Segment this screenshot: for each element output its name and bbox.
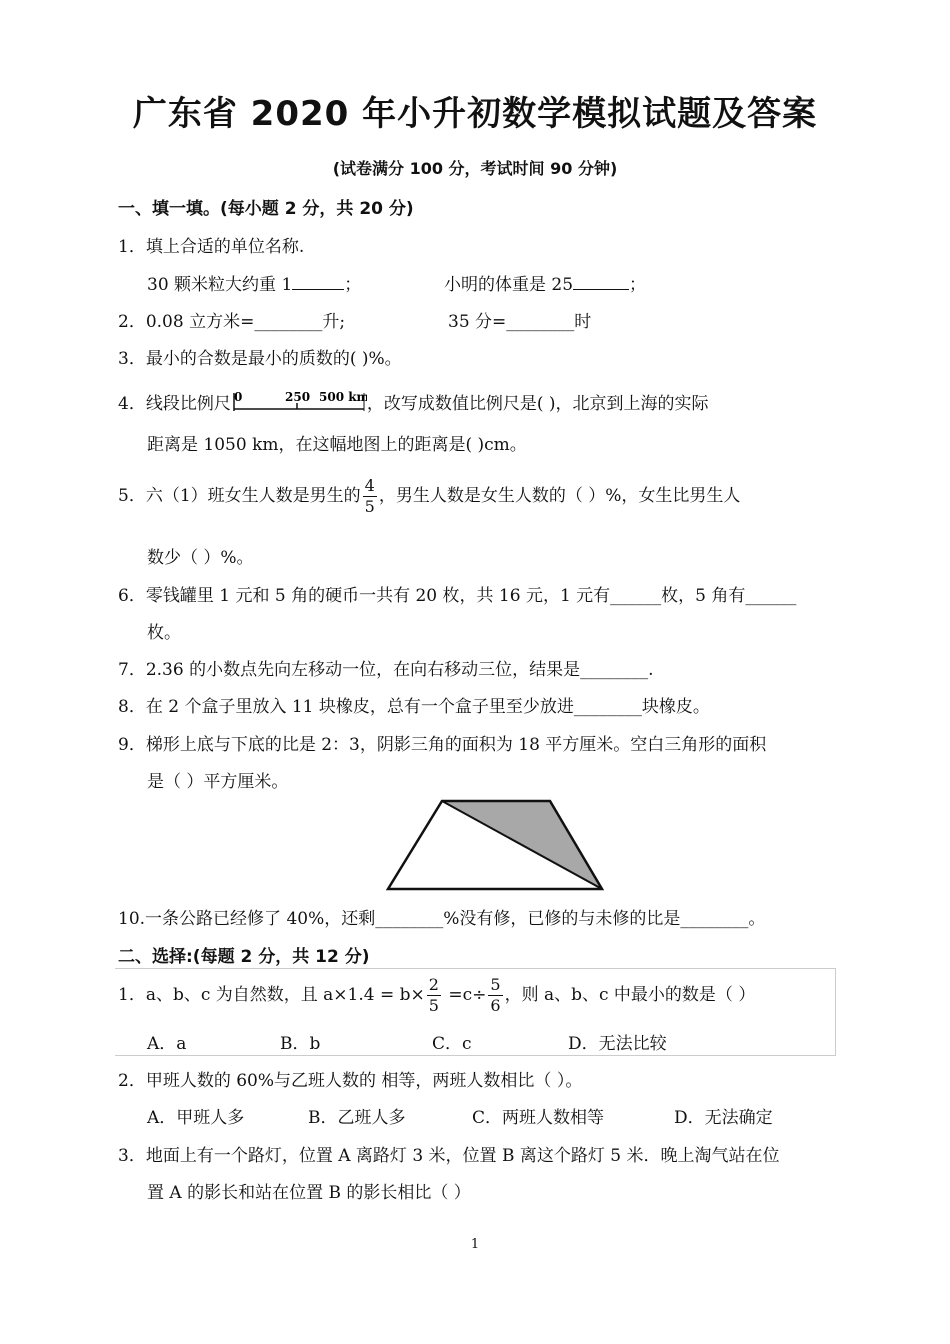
q1-9-line2: 是（ ）平方厘米。 (147, 772, 289, 792)
q2-2-option-c[interactable]: C．两班人数相等 (472, 1108, 605, 1128)
q1-7: 7．2.36 的小数点先向左移动一位，在向右移动三位，结果是________. (118, 660, 654, 680)
q1-6: 6．零钱罐里 1 元和 5 角的硬币一共有 20 枚，共 16 元，1 元有______枚，5 角有______ (118, 586, 797, 606)
page-number: 1 (470, 1237, 480, 1252)
q1-3: 3．最小的合数是最小的质数的( )%。 (118, 349, 402, 369)
q2-2-option-d[interactable]: D．无法确定 (674, 1108, 773, 1128)
scale-label-500: 500 km (318, 390, 367, 404)
q1-4: 4．线段比例尺 0 250 500 km ，改写成数值比例尺是( )，北京到上海的实际 (118, 389, 709, 420)
q2-3: 3．地面上有一个路灯，位置 A 离路灯 3 米，位置 B 离这个路灯 5 米．晚上淘气站在位 (118, 1146, 780, 1166)
q1-2-b: 35 分=________时 (448, 312, 592, 332)
q2-1-option-c[interactable]: C．c (432, 1034, 472, 1054)
scale-bar (231, 389, 367, 420)
q1-8: 8．在 2 个盒子里放入 11 块橡皮，总有一个盒子里至少放进________块橡皮。 (118, 697, 710, 717)
q1-4-line2: 距离是 1050 km，在这幅地图上的距离是( )cm。 (147, 435, 527, 455)
q2-2-option-a[interactable]: A．甲班人多 (147, 1108, 245, 1128)
section1-heading: 一、填一填。(每小题 2 分，共 20 分) (118, 199, 414, 219)
q2-1: 1．a、b、c 为自然数，且 a×1.4 = b× $\frac{2}{5}$ =c÷ $\frac{5}{6}$ ，则 a、b、c 中最小的数是（ ） (118, 975, 756, 1015)
fraction-4-5: $\frac{4}{5}$ (364, 476, 375, 516)
trapezoid-figure (384, 798, 608, 894)
q1-1: 1．填上合适的单位名称. (118, 237, 305, 257)
q1-10: 10.一条公路已经修了 40%，还剩________%没有修，已修的与未修的比是________。 (118, 909, 766, 929)
q2-3-line2: 置 A 的影长和站在位置 B 的影长相比（ ） (147, 1183, 471, 1203)
answer-blank[interactable] (292, 271, 344, 290)
q1-1-a: 30 颗米粒大约重 1 ； (147, 270, 361, 295)
q1-2: 2．0.08 立方米=________升; (118, 312, 346, 332)
q1-5-line2: 数少（ ）%。 (147, 548, 254, 568)
scale-label-0: 0 (233, 390, 243, 404)
q1-6-line2: 枚。 (147, 623, 181, 643)
q2-2-option-b[interactable]: B．乙班人多 (308, 1108, 406, 1128)
q2-1-option-a[interactable]: A．a (147, 1034, 187, 1054)
section2-heading: 二、选择:(每题 2 分，共 12 分) (118, 947, 370, 967)
exam-subtitle: (试卷满分 100 分，考试时间 90 分钟) (332, 159, 618, 178)
q1-9: 9．梯形上底与下底的比是 2：3，阴影三角的面积为 18 平方厘米。空白三角形的面积 (118, 735, 767, 755)
fraction-2-5: $\frac{2}{5}$ (428, 975, 439, 1015)
scale-label-250: 250 (284, 390, 310, 404)
q2-1-option-d[interactable]: D．无法比较 (568, 1034, 667, 1054)
q1-5: 5．六（1）班女生人数是男生的 $\frac{4}{5}$ ，男生人数是女生人数的（ ）%，女生比男生人 (118, 476, 741, 516)
page-title: 广东省 2020 年小升初数学模拟试题及答案 (132, 94, 818, 134)
fraction-5-6: $\frac{5}{6}$ (490, 975, 501, 1015)
answer-blank[interactable] (573, 271, 629, 290)
q2-1-option-b[interactable]: B．b (280, 1034, 321, 1054)
q2-2: 2．甲班人数的 60%与乙班人数的 相等，两班人数相比（ ）。 (118, 1071, 583, 1091)
q1-1-b: 小明的体重是 25 ； (444, 270, 646, 295)
